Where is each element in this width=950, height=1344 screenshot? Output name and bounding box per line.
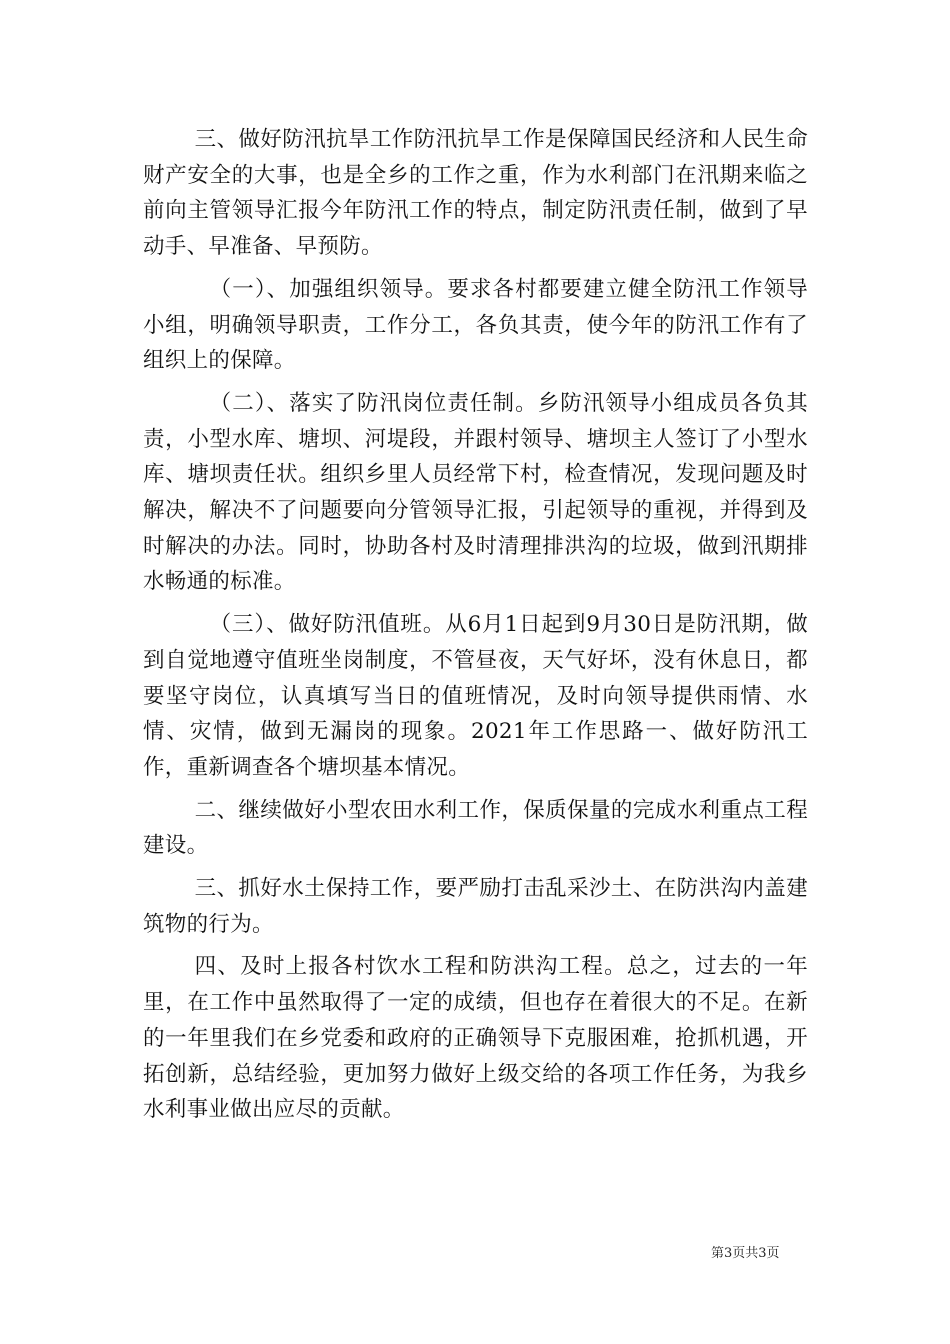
paragraph-farmland-water: 二、继续做好小型农田水利工作，保质保量的完成水利重点工程建设。 (143, 797, 808, 859)
page-number-footer: 第3页共3页 (711, 1246, 780, 1261)
document-body (143, 122, 808, 1135)
paragraph-flood-drought-work: 三、做好防汛抗旱工作防汛抗旱工作是保障国民经济和人民生命财产安全的大事，也是全乡的工作之重，作为水利部门在汛期来临之前向主管领导汇报今年防汛工作的特点，制定防汛责任制，做到了早动手、早准备、早预防。 (143, 127, 808, 260)
paragraph-organization-leadership: （一）、加强组织领导。要求各村都要建立健全防汛工作领导小组，明确领导职责，工作分工，各负其责，使今年的防汛工作有了组织上的保障。 (143, 276, 808, 374)
paragraph-summary: 四、及时上报各村饮水工程和防洪沟工程。总之，过去的一年里，在工作中虽然取得了一定的成绩，但也存在着很大的不足。在新的一年里我们在乡党委和政府的正确领导下克服困难，抢抓机遇，开拓创新，总结经验，更加努力做好上级交给的各项工作任务，为我乡水利事业做出应尽的贡献。 (143, 954, 808, 1123)
paragraph-post-responsibility: （二）、落实了防汛岗位责任制。乡防汛领导小组成员各负其责，小型水库、塘坝、河堤段，并跟村领导、塘坝主人签订了小型水库、塘坝责任状。组织乡里人员经常下村，检查情况，发现问题及时解决，解决不了问题要向分管领导汇报，引起领导的重视，并得到及时解决的办法。同时，协助各村及时清理排洪沟的垃圾，做到汛期排水畅通的标准。 (143, 390, 808, 595)
paragraph-flood-duty: （三）、做好防汛值班。从6月1日起到9月30日是防汛期，做到自觉地遵守值班坐岗制度，不管昼夜，天气好坏，没有休息日，都要坚守岗位，认真填写当日的值班情况，及时向领导提供雨情、水情、灾情，做到无漏岗的现象。2021年工作思路一、做好防汛工作，重新调查各个塘坝基本情况。 (143, 612, 808, 780)
paragraph-soil-conservation: 三、抓好水土保持工作，要严励打击乱采沙土、在防洪沟内盖建筑物的行为。 (143, 876, 808, 937)
